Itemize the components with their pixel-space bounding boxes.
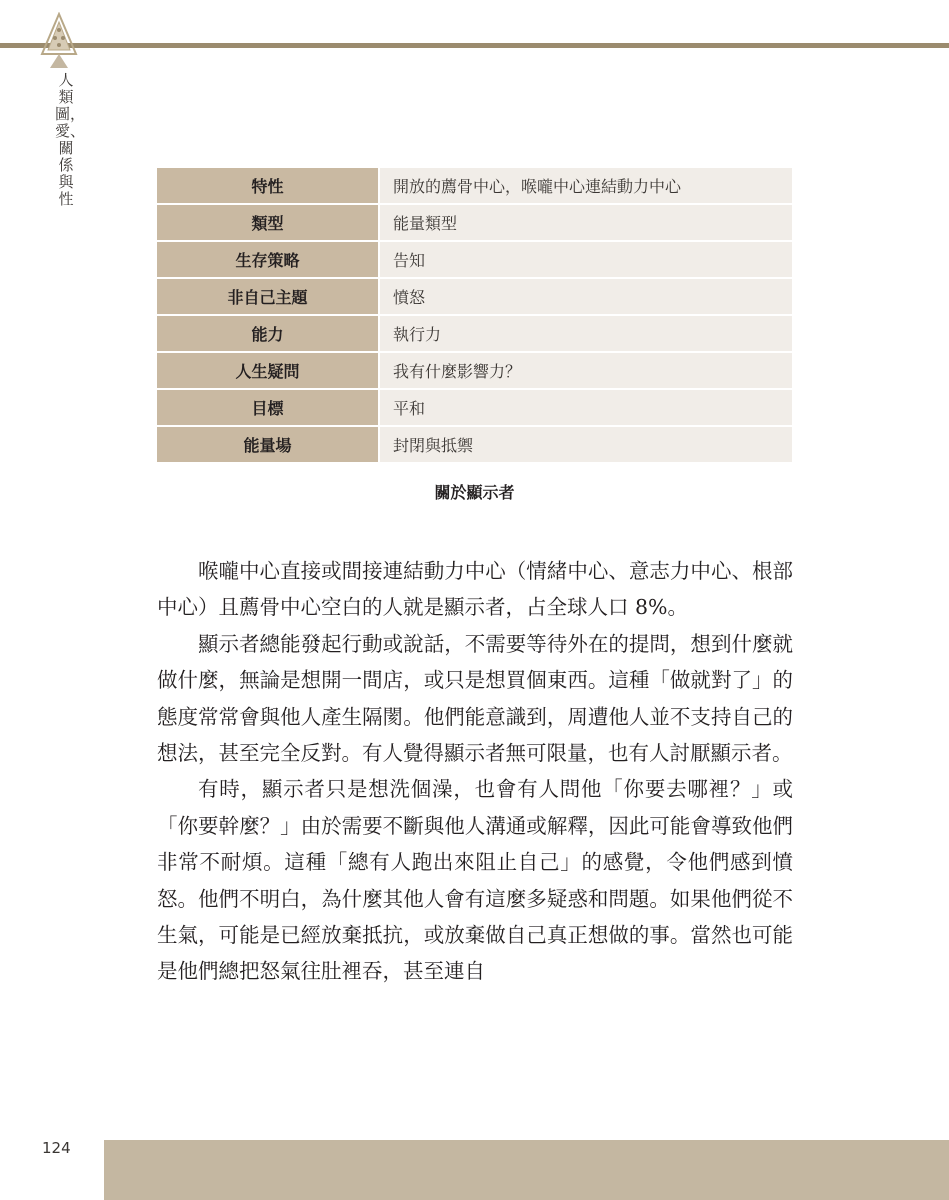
table-row: [157, 204, 792, 241]
header-rule: [0, 43, 949, 48]
trait-label: 目標: [157, 389, 379, 426]
table-row: [157, 241, 792, 278]
trait-label: 能力: [157, 315, 379, 352]
footer-band: [104, 1140, 949, 1200]
trait-value: 我有什麼影響力？: [379, 352, 792, 389]
table-row: [157, 426, 792, 463]
running-title: 人類圖，愛、關係與性: [55, 71, 86, 208]
trait-value: 平和: [379, 389, 792, 426]
trait-value: 告知: [379, 241, 792, 278]
body-text: [157, 553, 793, 990]
paragraph: 顯示者總能發起行動或說話，不需要等待外在的提問，想到什麼就做什麼，無論是想開一間店，或只是想買個東西。這種「做就對了」的態度常常會與他人產生隔閡。他們能意識到，周遭他人並不支持自己的想法，甚至完全反對。有人覺得顯示者無可限量，也有人討厭顯示者。: [157, 631, 793, 766]
trait-label: 特性: [157, 168, 379, 204]
trait-label: 非自己主題: [157, 278, 379, 315]
table-row: [157, 168, 792, 204]
trait-label: 能量場: [157, 426, 379, 463]
trait-value: 封閉與抵禦: [379, 426, 792, 463]
trait-label: 類型: [157, 204, 379, 241]
trait-value: 憤怒: [379, 278, 792, 315]
trait-label: 人生疑問: [157, 352, 379, 389]
table-row: [157, 315, 792, 352]
paragraph: 喉嚨中心直接或間接連結動力中心（情緒中心、意志力中心、根部中心）且薦骨中心空白的人就是顯示者，占全球人口 8%。: [157, 559, 793, 620]
trait-value: 開放的薦骨中心，喉嚨中心連結動力中心: [379, 168, 792, 204]
manifestor-traits-table: [157, 168, 792, 464]
trait-value: 能量類型: [379, 204, 792, 241]
table-row: [157, 278, 792, 315]
section-heading: 關於顯示者: [434, 483, 515, 502]
page-number: 124: [42, 1139, 71, 1157]
trait-label: 生存策略: [157, 241, 379, 278]
bodygraph-logo-icon: [40, 12, 78, 70]
table-row: [157, 389, 792, 426]
table-row: [157, 352, 792, 389]
paragraph: 有時，顯示者只是想洗個澡，也會有人問他「你要去哪裡？」或「你要幹麼？」由於需要不斷與他人溝通或解釋，因此可能會導致他們非常不耐煩。這種「總有人跑出來阻止自己」的感覺，令他們感到憤怒。他們不明白，為什麼其他人會有這麼多疑惑和問題。如果他們從不生氣，可能是已經放棄抵抗，或放棄做自己真正想做的事。當然也可能是他們總把怒氣往肚裡吞，甚至連自: [157, 777, 793, 984]
trait-value: 執行力: [379, 315, 792, 352]
